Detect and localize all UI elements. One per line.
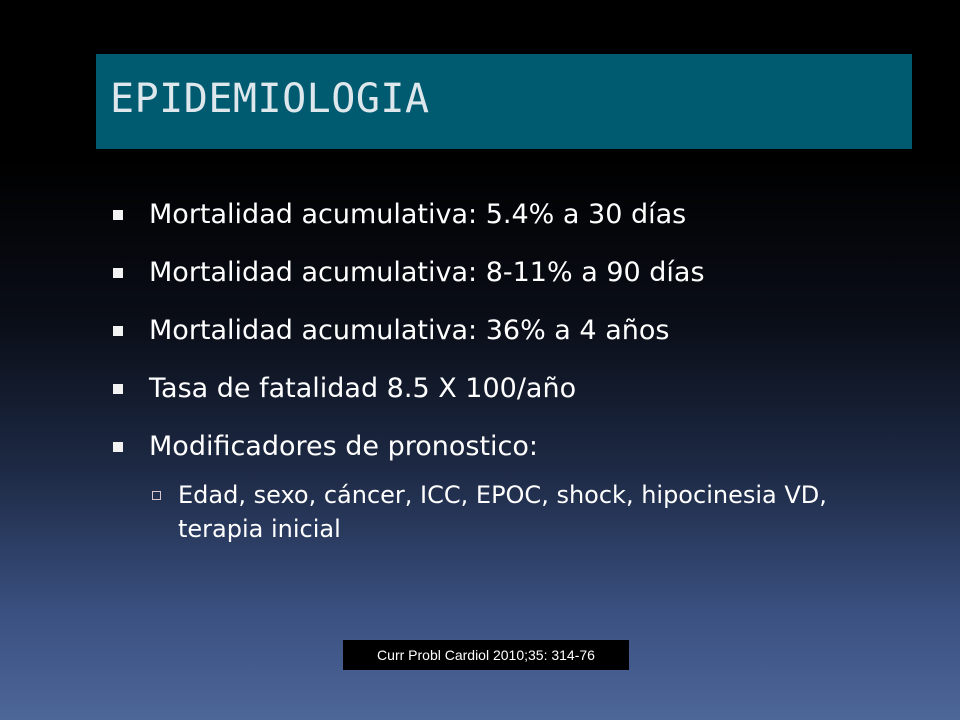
slide-title: EPIDEMIOLOGIA	[110, 75, 430, 122]
bullet-text: Mortalidad acumulativa: 5.4% a 30 días	[149, 199, 687, 230]
bullet-list	[113, 196, 913, 486]
square-bullet-icon	[113, 268, 123, 278]
bullet-text: Mortalidad acumulativa: 36% a 4 años	[149, 315, 670, 346]
sub-bullet-item	[152, 478, 902, 546]
square-bullet-icon	[113, 442, 123, 452]
sub-bullet-text: Edad, sexo, cáncer, ICC, EPOC, shock, hipocinesia VD, terapia inicial	[178, 481, 827, 543]
citation-text: Curr Probl Cardiol 2010;35: 314-76	[377, 647, 595, 663]
bullet-item	[113, 196, 913, 234]
bullet-item	[113, 370, 913, 408]
bullet-text: Mortalidad acumulativa: 8-11% a 90 días	[149, 257, 705, 288]
square-bullet-icon	[113, 384, 123, 394]
bullet-text: Modificadores de pronostico:	[149, 431, 539, 462]
citation-box	[343, 640, 629, 670]
title-bar	[96, 54, 912, 149]
bullet-item	[113, 254, 913, 292]
square-bullet-icon	[113, 326, 123, 336]
bullet-item	[113, 428, 913, 466]
bullet-text: Tasa de fatalidad 8.5 X 100/año	[149, 373, 577, 404]
bullet-item	[113, 312, 913, 350]
hollow-square-bullet-icon	[152, 491, 161, 500]
square-bullet-icon	[113, 210, 123, 220]
